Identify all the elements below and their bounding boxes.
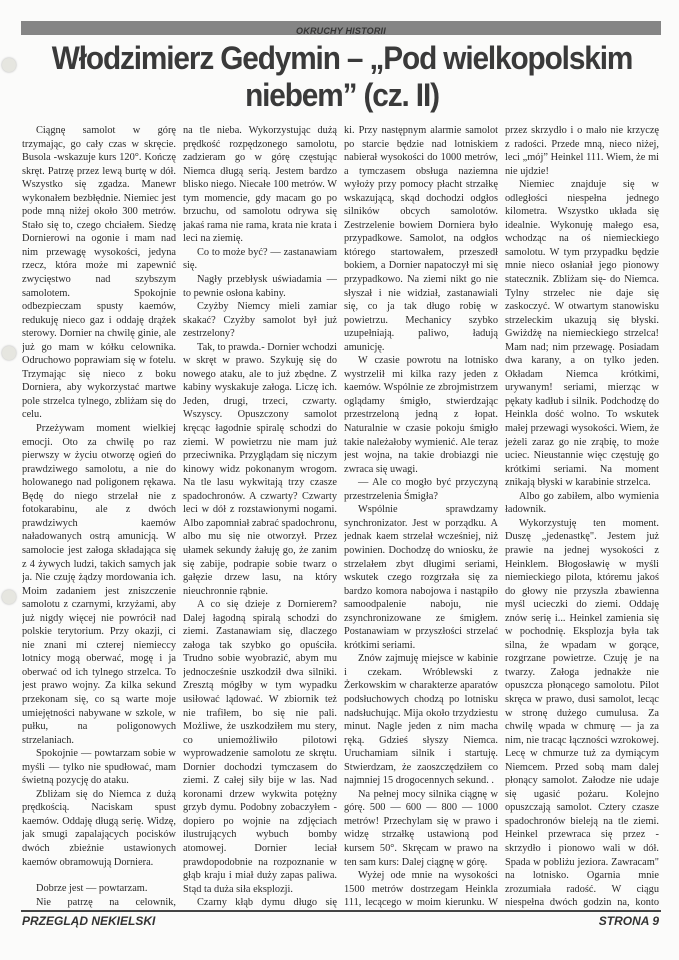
paragraph: A co się dzieje z Dornierem? Dalej łagodną spiralą schodzi do ziemi. Zastanawiam się, dlaczego załoga tak szybko go opuściła. Trudno sobie wyobrazić, abym mu jednocześnie uszkodził dwa silniki. Zresztą mógłby w tym wypadku usiłować lądować. W zbiornik też nie trafiłem, bo się nie pali. Możliwe, że uszkodziłem mu stery, co uniemożliwiło pilotowi wyprowadzenie samolotu ze skrętu. Dornier dochodzi tymczasem do ziemi. Z całej siły bije w las. Nad koronami drzew wykwita potężny grzyb dymu. Podobny zobaczyłem - dopiero po wojnie na zdjęciach ilustrujących wybuch bomby atomowej. Dornier leciał prawdopodobnie na rozpoznanie w głąb kraju i miał duży zapas paliwa. Stąd ta duża siła eksplozji.	[183, 599, 337, 895]
column-4	[505, 124, 659, 909]
article-title: Włodzimierz Gedymin – „Pod wielkopolskim niebem” (cz. II)	[51, 40, 633, 113]
paragraph: — Ale co mogło być przyczyną przestrzelenia Śmigła?	[344, 477, 498, 502]
paragraph: Czyżby Niemcy mieli zamiar skakać? Czyżby samolot był już zestrzelony?	[183, 301, 337, 340]
paragraph: Dobrze jest — powtarzam.	[36, 883, 148, 895]
column-3	[344, 124, 498, 909]
section-header-bar	[21, 21, 661, 35]
paragraph: W czasie powrotu na lotnisko wystrzelił mi kilka razy jeden z kaemów. Wspólnie ze zbrojmistrzem oglądamy śmigło, stwierdzając przestrzeloną jedną z łopat. Naturalnie w czasie pokoju śmigło takie należałoby wymienić. Ale teraz jest wojna, na takie drobiazgi nie zwraca się uwagi.	[344, 355, 498, 475]
paragraph: Spokojnie — powtarzam sobie w myśli — tylko nie spudłować, mam świetną pozycję do ataku.	[22, 748, 176, 787]
paragraph: Albo go zabiłem, albo wymienia ładownik.	[505, 490, 659, 516]
paragraph: ki. Przy następnym alarmie samolot po starcie będzie nad lotniskiem nabierał wysokości do 1000 metrów, a tymczasem obsługa naziemna wyłoży przy pomocy płacht strzałkę wskazującą, skąd dochodzi odgłos silników obcych samolotów. Zestrzelenie bowiem Dorniera było przypadkowe. Samolot, na odgłos którego startowałem, przeszedł bokiem, a Dornier napatoczył mi się przypadkowo. Na ziemi nikt go nie słyszał i nie widział, zastanawiali się, co ja tak długo robię w powietrzu. Mechanicy szybko uzupełniają. paliwo, ładują amunicję.	[344, 125, 498, 353]
section-label: OKRUCHY HISTORII	[296, 26, 386, 36]
paragraph: Zbliżam się do Niemca z dużą prędkością. Naciskam spust kaemów. Oddaję długą serię. Widzę, jak smugi zapalających pocisków dwóch zbieżnie ustawionych kaemów obramowują Dorniera.	[22, 788, 176, 868]
footer-rule	[21, 910, 661, 912]
paragraph: przez skrzydło i o mało nie krzyczę z radości. Przede mną, nieco niżej, leci „mój” Heinkel 111. Wiem, że mi nie ujdzie!	[505, 125, 659, 177]
publication-name: PRZEGLĄD NEKIELSKI	[22, 914, 156, 928]
paragraph: Wspólnie sprawdzamy synchronizator. Jest w porządku. A jednak kaem strzelał wcześniej, niż powinien. Dochodzę do wniosku, że strzelałem zbyt długimi seriami, wskutek czego rozgrzała się za bardzo komora nabojowa i nastąpiło samoodpalenie naboju, nie zsynchronizowane ze śmigłem. Postanawiam w przyszłości strzelać krótkimi seriami.	[344, 504, 498, 651]
punch-hole	[2, 346, 16, 360]
paragraph: Co to może być? — zastanawiam się.	[183, 246, 337, 272]
paragraph: Znów zajmuję miejsce w kabinie i czekam. Wróblewski z Żerkowskim w charakterze aparatów podsłuchowych chodzą po lotnisku nadsłuchując. Mija około trzydziestu minut. Nagle jeden z nim macha ręką. Gdzieś słyszy Niemca. Uruchamiam silnik i startuję. Stwierdzam, że zaoszczędziłem co najmniej 15 drogocennych sekund. .	[344, 653, 498, 787]
paragraph: Nagły przebłysk uświadamia — to pewnie osłona kabiny.	[183, 274, 337, 299]
paragraph: Na pełnej mocy silnika ciągnę w górę. 500 — 600 — 800 — 1000 metrów! Przechylam się w prawo i widzę strzałkę ustawioną pod kursem 50°. Skręcam w prawo na ten sam kurs: Dalej ciągnę w górę.	[344, 788, 498, 868]
page-number: STRONA 9	[598, 914, 659, 928]
paragraph: Przeżywam moment wielkiej emocji. Oto za chwilę po raz pierwszy w życiu otworzę ogień do prawdziwego samolotu, a nie do holowanego nad poligonem rękawa. Będę do niego strzelał nie z fotokarabinu, ale z dwóch prawdziwych kaemów naładowanych ostrą amunicją. W samolocie jest załoga składająca się z 4 żywych ludzi, takich samych jak ja. Nie czuję żądzy mordowania ich. Moim zadaniem jest zniszczenie samolotu z czarnymi, krzyżami, aby już nigdy więcej nie powrócił nad polskie terytorium. Przy okazji, ci nie znani mi czterej niemieccy lotnicy mogą oberwać, mogę i ja oberwać od ich tylnego strzelca. To jest prawo wojny. Za kilka sekund przekonam się, co są warte moje umiejętności nabywane w szkole, w pułku, na poligonowych strzelaniach.	[22, 423, 176, 746]
punch-hole	[2, 590, 16, 604]
paragraph: Ciągnę samolot w górę trzymając, go cały czas w skręcie. Busola -wskazuje kurs 120°. Kończę skręt. Patrzę przez lewą burtę w dół. Wszystko się zgadza. Manewr wykonałem bezbłędnie. Niemiec jest pode mną niżej około 300 metrów. Stało się to, czego chciałem. Siedzę Dornierowi na ogonie i mam nad nim przewagę wysokości, jedyna rzecz, która może mi zapewnić zwycięstwo nad szybszym samolotem. Spokojnie odbezpieczam spusty kaemów, redukuję nieco gaz i oddaję drążek sterowy. Dornier na chwilę ginie, ale już go mam w kółku celownika. Odruchowo poprawiam się w fotelu. Trzymając się nieco z boku Dorniera, aby wykorzystać martwe pole strzelca tylnego, zbliżam się do celu.	[22, 125, 176, 421]
paragraph: Czarny kłąb dymu długo się	[197, 897, 337, 909]
paragraph: Wykorzystuję ten moment. Duszę „jedenastkę". Jestem już prawie na jednej wysokości z Heinklem. Błogosławię w myśli niemieckiego pilota, któremu jakoś do głowy nie przyszła zbawienna myśl ucieczki do ziemi. Oddaję znów serię i... Heinkel zamienia się w pochodnię. Eksplozja była tak silna, że wpadam w gorące, rozgrzane powietrze. Czuję je na twarzy. Załoga jednakże nie opuszcza płonącego samolotu. Pilot skręca w prawo, dusi samolot, lecąc w stronę dużego cumulusa. Za chwilę wpada w chmurę — ja za nim, nie tracąc łączności wzrokowej. Lecę w chmurze tuż za dymiącym Niemcem. Przed sobą mam dalej płonący samolot. Załodze nie udaje się ugasić pożaru. Kolejno opuszczają samolot. Cztery czasze spadochronów bieleją na tle ziemi. Heinkel przewraca się przez - skrzydło i pionowo wali w dół. Spada w pobliżu jeziora. Zawracam" na lotnisko. Ogarnia mnie zrozumiała radość. W ciągu niespełna dwóch godzin na, konto	[505, 517, 659, 909]
paragraph: Wyżej ode mnie na wysokości 1500 metrów dostrzegam Heinkla 111, lecącego w moim kierunku. W	[344, 870, 498, 909]
paragraph: Niemiec znajduje się w odległości niespełna jednego kilometra. Wszystko układa się idealnie. Wykonuję małego esa, wchodząc na oś niemieckiego samolotu. W tym przypadku będzie mnie nieco osłaniał jego pionowy statecznik. Zbliżam się- do Niemca. Tylny strzelec nie daje się zaskoczyć. W otwartym stanowisku strzeleckim ukazują się błyski. Gwiżdżę na niemieckiego strzelca! Mam nad; nim przewagę. Posiadam dwa karany, a on tylko jeden. Okładam Niemca krótkimi, urywanym! seriami, mierząc w pękaty kadłub i silnik. Podchodzę do Heinkla dość wolno. To wskutek małej przewagi wysokości. Wiem, że jeżeli zaraz go nie zrąbię, to może uciec. Nieustannie więc częstuję go krótkimi seriami. Na moment znikają błyski w karabinie strzelca.	[505, 179, 659, 489]
punch-hole	[2, 58, 16, 72]
column-2	[183, 124, 337, 909]
column-1	[22, 124, 176, 909]
paragraph: Nie patrzę na celownik,	[36, 896, 176, 908]
paragraph: na tle nieba. Wykorzystując dużą prędkość rozpędzonego samolotu, zadzieram go w górę częstując Niemca długą serią. Jestem bardzo blisko niego. Niecałe 100 metrów. W tym momencie, gdy macam go po brzuchu, od samolotu odrywa się jakaś rama nie rama, krata nie krata i leci na ziemię.	[183, 125, 337, 245]
paragraph: Tak, to prawda.- Dornier wchodzi w skręt w prawo. Szykuję się do nowego ataku, ale to już zbędne. Z kabiny wyskakuje załoga. Liczę ich. Jeden, drugi, trzeci, czwarty. Wszyscy. Opuszczony samolot kręcąc łagodnie spiralę schodzi do ziemi. W powietrzu nie mam już przeciwnika. Przyglądam się niczym kinowy widz pokonanym wrogom. Na tle lasu wykwitają trzy czasze spadochronów. A czwarty? Czwarty leci w dół z rozstawionymi nogami. Albo zapomniał zabrać spadochronu, albo mu się nie otworzył. Przez ułamek sekundy żałuję go, że zanim się zabije, podrapie sobie twarz o gałęzie drzew lasu, na który nieuchronnie rąbnie.	[183, 341, 337, 597]
article-body	[22, 124, 662, 909]
